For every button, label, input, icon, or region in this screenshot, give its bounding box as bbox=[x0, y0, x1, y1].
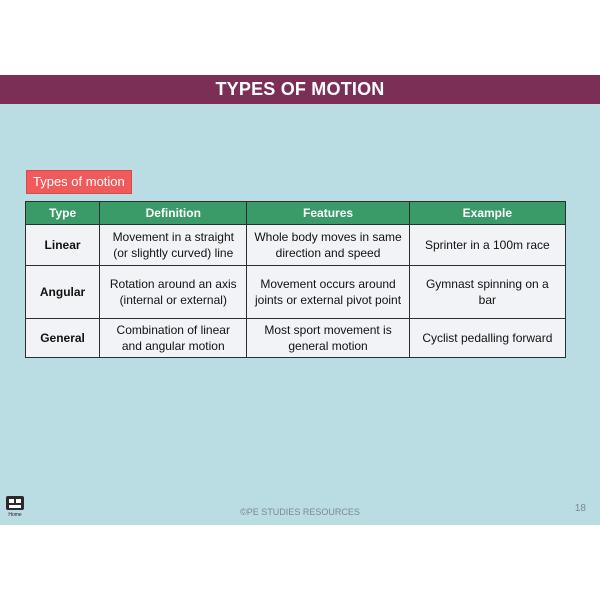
example-cell: Gymnast spinning on a bar bbox=[409, 266, 565, 319]
type-cell: Linear bbox=[26, 225, 100, 266]
header-example: Example bbox=[409, 202, 565, 225]
table-row bbox=[26, 266, 566, 319]
features-cell: Whole body moves in same direction and speed bbox=[247, 225, 409, 266]
header-features: Features bbox=[247, 202, 409, 225]
definition-cell: Rotation around an axis (internal or external) bbox=[100, 266, 247, 319]
features-cell: Movement occurs around joints or external pivot point bbox=[247, 266, 409, 319]
header-definition: Definition bbox=[100, 202, 247, 225]
footer-copyright: ©PE STUDIES RESOURCES bbox=[240, 507, 360, 517]
section-label: Types of motion bbox=[26, 170, 132, 194]
type-cell: Angular bbox=[26, 266, 100, 319]
definition-cell: Combination of linear and angular motion bbox=[100, 319, 247, 358]
table-row bbox=[26, 225, 566, 266]
example-cell: Cyclist pedalling forward bbox=[409, 319, 565, 358]
table-row bbox=[26, 319, 566, 358]
slide bbox=[0, 75, 600, 525]
table-header-row bbox=[26, 202, 566, 225]
example-cell: Sprinter in a 100m race bbox=[409, 225, 565, 266]
features-cell: Most sport movement is general motion bbox=[247, 319, 409, 358]
definition-cell: Movement in a straight (or slightly curved) line bbox=[100, 225, 247, 266]
home-label: Home bbox=[8, 512, 22, 518]
page-number: 18 bbox=[574, 503, 586, 514]
header-type: Type bbox=[26, 202, 100, 225]
motion-types-table bbox=[25, 201, 566, 358]
slide-title: TYPES OF MOTION bbox=[0, 75, 600, 104]
type-cell: General bbox=[26, 319, 100, 358]
